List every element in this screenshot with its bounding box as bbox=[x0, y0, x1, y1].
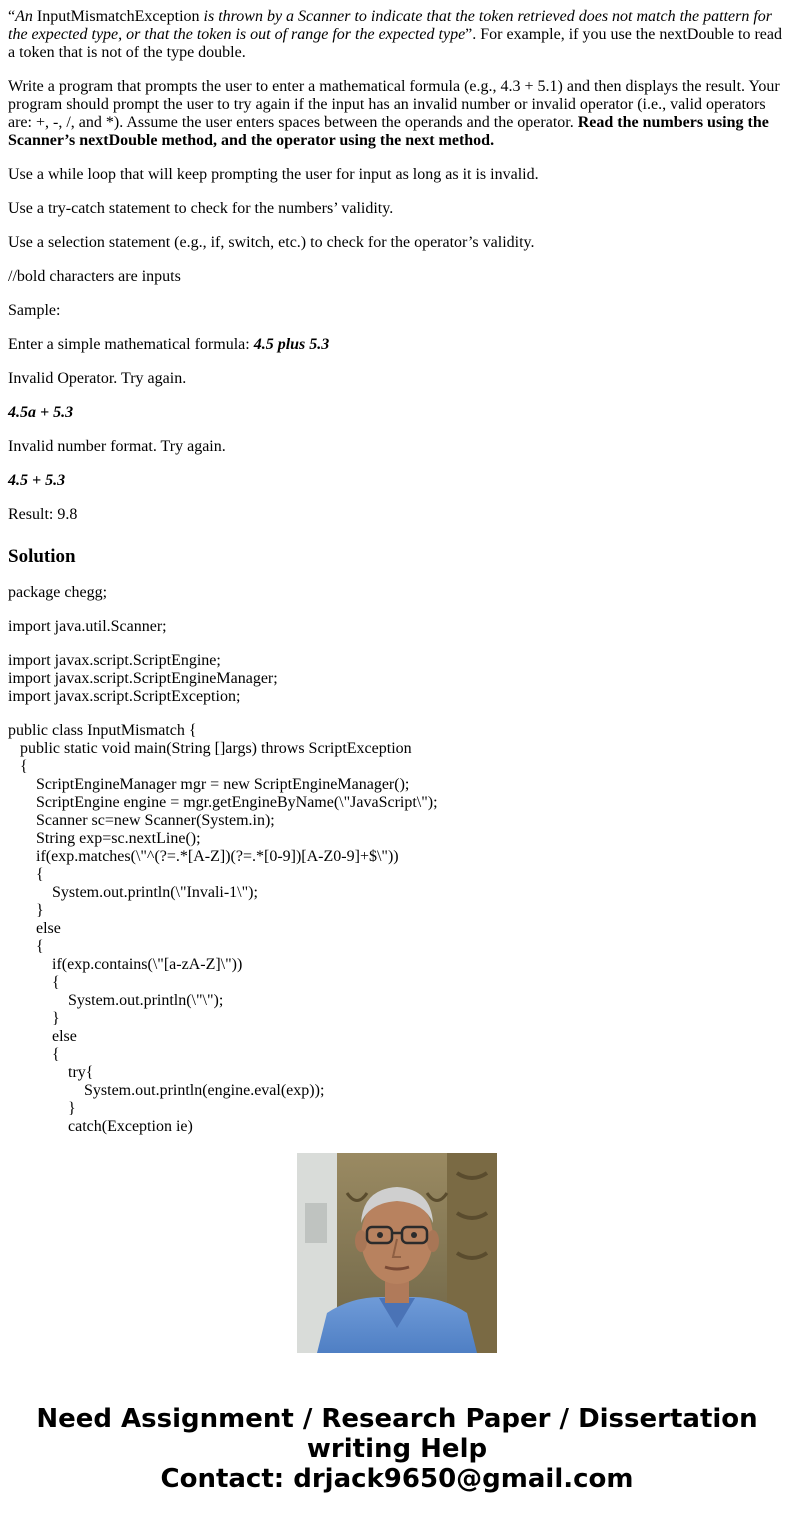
sample-input: 4.5 + 5.3 bbox=[8, 472, 66, 489]
sample-result: Result: 9.8 bbox=[8, 506, 78, 523]
code-package: package chegg; bbox=[8, 584, 108, 601]
solution-heading: Solution bbox=[8, 546, 76, 567]
author-photo bbox=[297, 1153, 497, 1353]
sample-label: Sample: bbox=[8, 302, 61, 319]
instruction-selection: Use a selection statement (e.g., if, switch, etc.) to check for the operator’s validity. bbox=[8, 234, 535, 251]
instruction-try-catch: Use a try-catch statement to check for the numbers’ validity. bbox=[8, 200, 394, 217]
promo-line: writing Help bbox=[306, 1434, 488, 1464]
intro-paragraph: “An InputMismatchException is thrown by a Scanner to indicate that the token retrieved does not match the pattern for the expected type, or that the token is out of range for the expected type”. For example, if you use the nextDouble to read a token that is not of the type double. bbox=[8, 8, 782, 61]
note-bold-inputs: //bold characters are inputs bbox=[8, 268, 181, 285]
promo-contact: Contact: drjack9650@gmail.com bbox=[160, 1464, 634, 1494]
document-body bbox=[8, 0, 786, 1135]
sample-input: 4.5 plus 5.3 bbox=[253, 336, 330, 353]
promo-line: Need Assignment / Research Paper / Dissertation bbox=[36, 1404, 758, 1434]
sample-message: Invalid number format. Try again. bbox=[8, 438, 226, 455]
code-import-scanner: import java.util.Scanner; bbox=[8, 618, 167, 635]
sample-input: 4.5a + 5.3 bbox=[8, 404, 74, 421]
solution-code bbox=[8, 584, 786, 1135]
code-imports: import javax.script.ScriptEngine; import javax.script.ScriptEngineManager; import javax.script.ScriptException; bbox=[8, 652, 278, 705]
sample-message: Invalid Operator. Try again. bbox=[8, 370, 187, 387]
promo-banner bbox=[0, 1404, 794, 1494]
code-class-body: public class InputMismatch { public static void main(String []args) throws ScriptException { ScriptEngineManager mgr = new ScriptEngineManager(); ScriptEngine engine = mgr.getEngineByName(\"JavaScript\"); Scanner sc=new Scanner(System.in); String exp=sc.nextLine(); if(exp.matches(\"^(?=.*[A-Z])(?=.*[0-9])[A-Z0-9]+$\")) { System.out.println(\"Invali-1\"); } else { if(exp.contains(\"[a-zA-Z]\")) { System.out.println(\"\"); } else { try{ System.out.println(engine.eval(exp)); } catch(Exception ie) bbox=[8, 722, 438, 1135]
person-portrait bbox=[297, 1153, 497, 1353]
instruction-while-loop: Use a while loop that will keep prompting the user for input as long as it is invalid. bbox=[8, 166, 539, 183]
task-paragraph: Write a program that prompts the user to enter a mathematical formula (e.g., 4.3 + 5.1) and then displays the result. Your program should prompt the user to try again if the input has an invalid number or invalid operator (i.e., valid operators are: +, -, /, and *). Assume the user enters spaces between the operands and the operator. Read the numbers using the Scanner’s nextDouble method, and the operator using the next method. bbox=[8, 78, 780, 149]
sample-prompt: Enter a simple mathematical formula: 4.5 plus 5.3 bbox=[8, 336, 330, 353]
